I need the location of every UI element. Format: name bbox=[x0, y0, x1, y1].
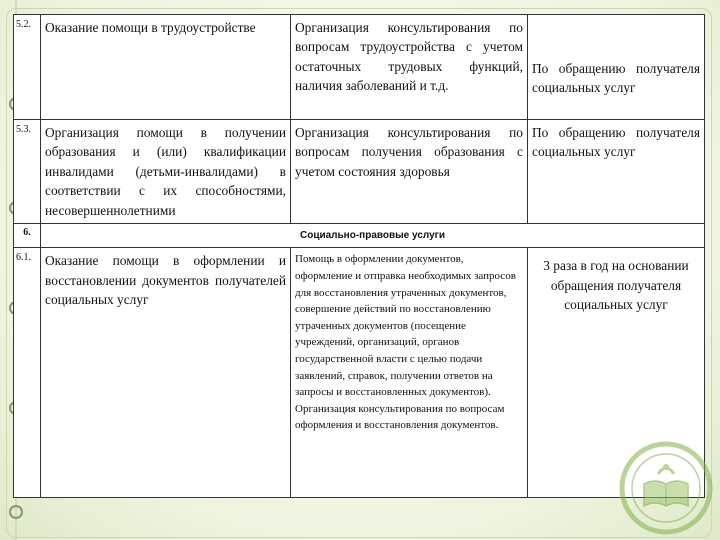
service-name: Оказание помощи в оформлении и восстановлении документов получателей социальных услуг bbox=[41, 248, 291, 498]
row-number: 5.2. bbox=[14, 15, 41, 120]
frequency-text: По обращению получателя социальных услуг bbox=[532, 61, 700, 96]
service-content: Организация консультирования по вопросам трудоустройства с учетом остаточных трудовых функций, наличия заболеваний и т.д. bbox=[291, 15, 528, 120]
table-row bbox=[14, 15, 705, 120]
table-row bbox=[14, 120, 705, 224]
section-header-row bbox=[14, 224, 705, 248]
table-row bbox=[14, 248, 705, 498]
row-number: 5.3. bbox=[14, 120, 41, 224]
service-frequency bbox=[528, 15, 705, 120]
section-number: 6. bbox=[14, 224, 41, 248]
section-title: Социально-правовые услуги bbox=[41, 224, 705, 248]
services-table bbox=[13, 14, 705, 498]
service-content: Организация консультирования по вопросам получения образования с учетом состояния здоровья bbox=[291, 120, 528, 224]
service-frequency: 3 раза в год на основании обращения получателя социальных услуг bbox=[528, 248, 705, 498]
service-frequency: По обращению получателя социальных услуг bbox=[528, 120, 705, 224]
service-content: Помощь в оформлении документов, оформление и отправка необходимых запросов для восстановления утраченных документов, совершение действий по восстановлению утраченных документов (посещение учреждений, организаций, органов государственной власти с целью подачи заявлений, справок, получении ответов на запросы и восстановленных документов). Организация консультирования по вопросам оформления и восстановления документов. bbox=[291, 248, 528, 498]
book-logo-emblem-icon bbox=[618, 440, 714, 536]
row-number: 6.1. bbox=[14, 248, 41, 498]
service-name: Оказание помощи в трудоустройстве bbox=[41, 15, 291, 120]
services-table-container bbox=[13, 14, 704, 498]
service-name: Организация помощи в получении образования и (или) квалификации инвалидами (детьми-инвалидами) в соответствии с их способностями, несовершеннолетними bbox=[41, 120, 291, 224]
